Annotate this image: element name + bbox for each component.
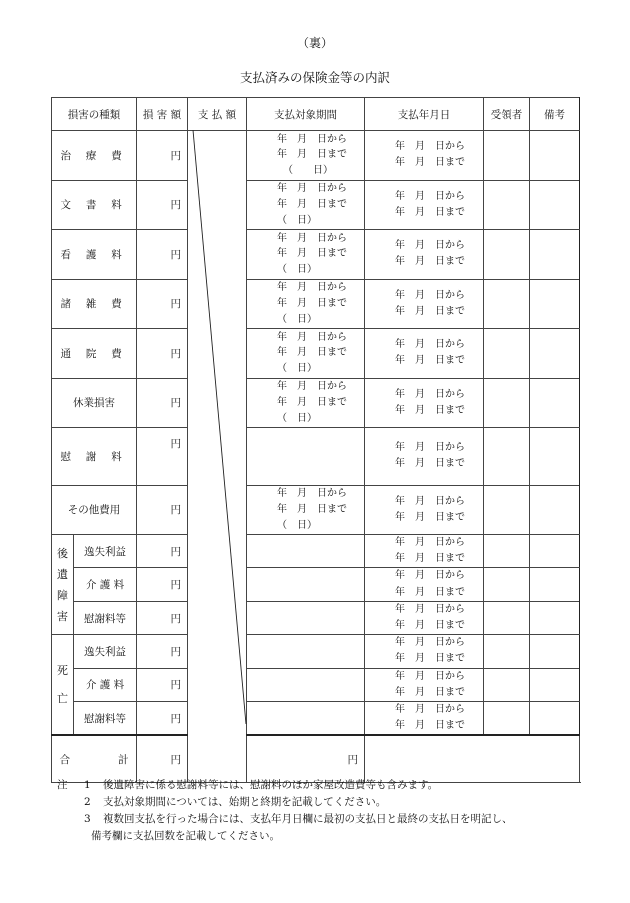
row-label: 文 書 料: [52, 180, 137, 230]
paydate-cell[interactable]: 年 月 日から 年 月 日まで: [365, 702, 484, 736]
recipient-cell[interactable]: [484, 131, 530, 181]
paydate-cell[interactable]: 年 月 日から 年 月 日まで: [365, 601, 484, 634]
recipient-cell[interactable]: [484, 535, 530, 568]
note-text: 複数回支払を行った場合には、支払年月日欄に最初の支払日と最終の支払日を明記し、: [103, 813, 513, 825]
row-label: 慰 謝 料: [52, 428, 137, 486]
paydate-cell[interactable]: 年 月 日から 年 月 日まで: [365, 329, 484, 379]
notes-section: [57, 777, 597, 845]
note-text: 支払対象期間については、始期と終期を記載してください。: [103, 796, 387, 808]
paydate-cell[interactable]: 年 月 日から 年 月 日まで: [365, 568, 484, 601]
header-recipient: 受領者: [484, 98, 530, 131]
damage-amount-cell[interactable]: 円: [137, 568, 188, 601]
page-title: 支払済みの保険金等の内訳: [239, 70, 390, 85]
header-kind: 損害の種類: [52, 98, 137, 131]
row-shibo-2: [52, 668, 580, 701]
paydate-cell[interactable]: 年 月 日から 年 月 日まで: [365, 279, 484, 329]
header-row: [52, 98, 580, 131]
note-number: 3: [84, 813, 91, 825]
row-tsuin: [52, 329, 580, 379]
header-remarks: 備考: [530, 98, 580, 131]
header-damage: 損 害 額: [137, 98, 188, 131]
row-shibo-1: [52, 635, 580, 668]
group-label-shibo: 死 亡: [52, 635, 74, 736]
row-sonota: [52, 485, 580, 535]
damage-amount-cell[interactable]: 円: [137, 485, 188, 535]
paydate-cell[interactable]: 年 月 日から 年 月 日まで: [365, 428, 484, 486]
row-label: 慰謝料等: [74, 601, 137, 634]
row-kyugyo: [52, 378, 580, 428]
paydate-cell[interactable]: 年 月 日から 年 月 日まで: [365, 635, 484, 668]
remarks-cell[interactable]: [530, 535, 580, 568]
period-cell[interactable]: 年 月 日から 年 月 日まで （ 日）: [247, 378, 365, 428]
remarks-cell[interactable]: [530, 702, 580, 736]
recipient-cell[interactable]: [484, 180, 530, 230]
period-cell[interactable]: 年 月 日から 年 月 日まで （ 日）: [247, 329, 365, 379]
row-kouishougai-2: [52, 568, 580, 601]
remarks-cell[interactable]: [530, 378, 580, 428]
paydate-cell[interactable]: 年 月 日から 年 月 日まで: [365, 485, 484, 535]
period-cell[interactable]: [247, 668, 365, 701]
row-shibo-3: [52, 702, 580, 736]
remarks-cell[interactable]: [530, 428, 580, 486]
row-shozatsu: [52, 279, 580, 329]
recipient-cell[interactable]: [484, 601, 530, 634]
damage-amount-cell[interactable]: 円: [137, 279, 188, 329]
paydate-cell[interactable]: 年 月 日から 年 月 日まで: [365, 668, 484, 701]
period-cell[interactable]: 年 月 日から 年 月 日まで （ 日）: [247, 279, 365, 329]
recipient-cell[interactable]: [484, 568, 530, 601]
recipient-cell[interactable]: [484, 668, 530, 701]
damage-amount-cell[interactable]: 円: [137, 668, 188, 701]
row-label: 休業損害: [52, 378, 137, 428]
note-item: [57, 777, 597, 794]
recipient-cell[interactable]: [484, 329, 530, 379]
paydate-cell[interactable]: 年 月 日から 年 月 日まで: [365, 131, 484, 181]
recipient-cell[interactable]: [484, 230, 530, 280]
period-cell[interactable]: [247, 601, 365, 634]
row-label: 逸失利益: [74, 535, 137, 568]
paid-amount-cell[interactable]: [188, 131, 247, 783]
damage-amount-cell[interactable]: 円: [137, 180, 188, 230]
damage-amount-cell[interactable]: 円: [137, 131, 188, 181]
header-period: 支払対象期間: [247, 98, 365, 131]
damage-amount-cell[interactable]: 円: [137, 635, 188, 668]
period-cell[interactable]: [247, 702, 365, 736]
remarks-cell[interactable]: [530, 568, 580, 601]
recipient-cell[interactable]: [484, 702, 530, 736]
period-cell[interactable]: 年 月 日から 年 月 日まで （ 日）: [247, 230, 365, 280]
row-bunsho: [52, 180, 580, 230]
recipient-cell[interactable]: [484, 428, 530, 486]
total-label: 合 計: [52, 735, 137, 783]
row-kouishougai-1: [52, 535, 580, 568]
recipient-cell[interactable]: [484, 485, 530, 535]
row-label: 慰謝料等: [74, 702, 137, 736]
remarks-cell[interactable]: [530, 180, 580, 230]
row-label: 通 院 費: [52, 329, 137, 379]
paydate-cell[interactable]: 年 月 日から 年 月 日まで: [365, 230, 484, 280]
remarks-cell[interactable]: [530, 601, 580, 634]
remarks-cell[interactable]: [530, 230, 580, 280]
period-cell[interactable]: [247, 568, 365, 601]
period-cell[interactable]: 年 月 日から 年 月 日まで （ 日）: [247, 485, 365, 535]
row-label: 介 護 料: [74, 668, 137, 701]
paydate-cell[interactable]: 年 月 日から 年 月 日まで: [365, 535, 484, 568]
recipient-cell[interactable]: [484, 378, 530, 428]
page-side-label: （裏）: [296, 36, 333, 50]
paydate-cell[interactable]: 年 月 日から 年 月 日まで: [365, 180, 484, 230]
paydate-cell[interactable]: 年 月 日から 年 月 日まで: [365, 378, 484, 428]
note-text: 後遺障害に係る慰謝料等には、慰謝料のほか家屋改造費等も含みます。: [103, 779, 439, 791]
damage-amount-cell[interactable]: 円: [137, 378, 188, 428]
row-label: その他費用: [52, 485, 137, 535]
breakdown-table: [51, 97, 580, 783]
damage-amount-cell[interactable]: 円: [137, 230, 188, 280]
note-number: 1: [84, 779, 91, 791]
group-label-kouishougai: 後 遺 障 害: [52, 535, 74, 635]
row-chiryo: [52, 131, 580, 181]
remarks-cell[interactable]: [530, 485, 580, 535]
note-item: [57, 811, 597, 828]
row-label: 逸失利益: [74, 635, 137, 668]
note-number: 2: [84, 796, 91, 808]
total-paid-cell[interactable]: 円: [247, 735, 365, 783]
recipient-cell[interactable]: [484, 635, 530, 668]
damage-amount-cell[interactable]: 円: [137, 329, 188, 379]
recipient-cell[interactable]: [484, 279, 530, 329]
remarks-cell[interactable]: [530, 131, 580, 181]
row-label: 諸 雑 費: [52, 279, 137, 329]
row-total: [52, 735, 580, 783]
damage-amount-cell[interactable]: 円: [137, 535, 188, 568]
remarks-cell[interactable]: [530, 635, 580, 668]
period-cell[interactable]: 年 月 日から 年 月 日まで （ 日）: [247, 180, 365, 230]
note-item: [57, 794, 597, 811]
period-cell[interactable]: [247, 428, 365, 486]
row-kango: [52, 230, 580, 280]
header-paydate: 支払年月日: [365, 98, 484, 131]
row-label: 治 療 費: [52, 131, 137, 181]
remarks-cell[interactable]: [530, 329, 580, 379]
header-paid: 支 払 額: [188, 98, 247, 131]
damage-amount-cell[interactable]: 円: [137, 601, 188, 634]
notes-head: 注: [57, 779, 68, 791]
row-label: 看 護 料: [52, 230, 137, 280]
total-damage-cell[interactable]: 円: [137, 735, 188, 783]
remarks-cell[interactable]: [530, 279, 580, 329]
total-blank-cell: [365, 735, 580, 783]
row-kouishougai-3: [52, 601, 580, 634]
remarks-cell[interactable]: [530, 668, 580, 701]
damage-amount-cell[interactable]: 円: [137, 702, 188, 736]
period-cell[interactable]: [247, 635, 365, 668]
row-isha: [52, 428, 580, 486]
row-label: 介 護 料: [74, 568, 137, 601]
period-cell[interactable]: 年 月 日から 年 月 日まで （ 日）: [247, 131, 365, 181]
note-continuation: 備考欄に支払回数を記載してください。: [91, 830, 280, 842]
damage-amount-cell[interactable]: 円: [137, 428, 188, 486]
period-cell[interactable]: [247, 535, 365, 568]
